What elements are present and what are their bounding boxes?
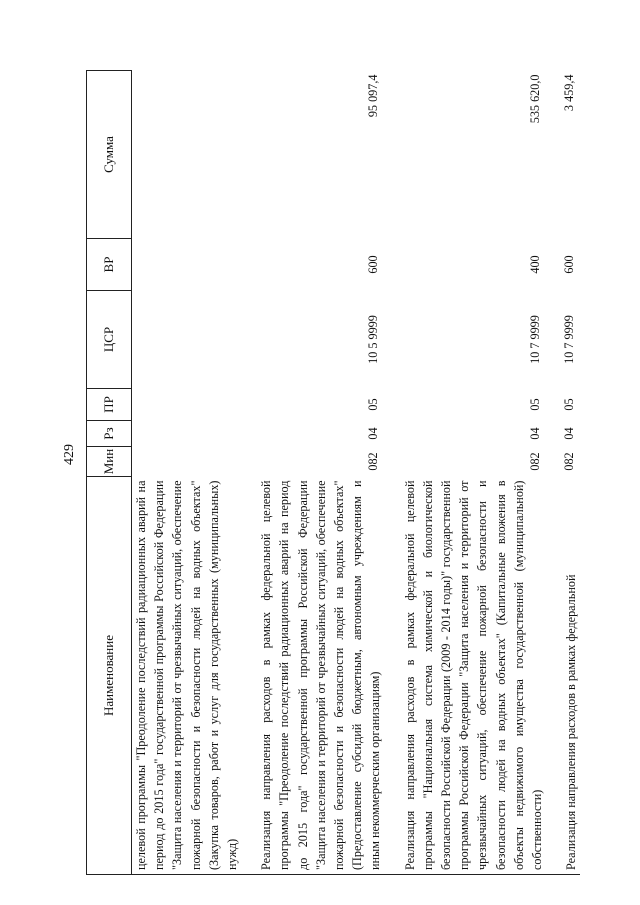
row-vr: 400: [528, 255, 543, 274]
header-rz: Рз: [87, 421, 132, 447]
row-pr: 05: [562, 398, 577, 411]
row-min: 082: [366, 452, 381, 471]
row-sum: 535 620,0: [528, 74, 543, 124]
row-name: Реализация направления расходов в рамках федеральной: [546, 477, 580, 875]
header-sum: Сумма: [87, 71, 132, 239]
row-rz: 04: [562, 427, 577, 440]
header-min: Мин: [87, 447, 132, 477]
row-csr: [132, 291, 242, 389]
row-rz: 04: [528, 427, 543, 440]
row-pr: 05: [366, 398, 381, 411]
row-vr: 600: [366, 255, 381, 274]
row-min: [132, 447, 242, 477]
page-number: 429: [62, 444, 77, 465]
row-name: Реализация направления расходов в рамках федеральной целевой программы "Национальная система химической и биологической безопасности Российской Федерации (2009 - 2014 годы)" государственной программы Российской Федерации "Защита населения и территорий от чрезвычайных ситуаций, обеспечение пожарной безопасности и безопасности людей на водных объектах" (Капитальные вложения в объекты недвижимого имущества государственной (муниципальной) собственности): [385, 477, 547, 875]
header-name: Наименование: [87, 477, 132, 875]
table-row: [546, 71, 580, 875]
budget-table: [86, 70, 580, 875]
row-rz: 04: [366, 427, 381, 440]
row-min: 082: [562, 452, 577, 471]
row-sum: [132, 71, 242, 239]
row-name: Реализация направления расходов в рамках федеральной целевой программы "Преодоление последствий радиационных аварий на период до 2015 года" государственной программы Российской Федерации "Защита населения и территорий от чрезвычайных ситуаций, обеспечение пожарной безопасности и безопасности людей на водных объектах" (Предоставление субсидий бюджетным, автономным учреждениям и иным некоммерческим организациям): [241, 477, 384, 875]
row-vr: [132, 239, 242, 291]
row-name: целевой программы "Преодоление последствий радиационных аварий на период до 2015 года" государственной программы Российской Федерации "Защита населения и территорий от чрезвычайных ситуаций, обеспечение пожарной безопасности и безопасности людей на водных объектах" (Закупка товаров, работ и услуг для государственных (муниципальных) нужд): [132, 477, 242, 875]
header-vr: ВР: [87, 239, 132, 291]
row-min: 082: [528, 452, 543, 471]
row-csr: 10 7 9999: [528, 315, 543, 364]
table-row: [241, 71, 384, 875]
table-row: [132, 71, 242, 875]
header-csr: ЦСР: [87, 291, 132, 389]
row-pr: [132, 389, 242, 421]
table-header-row: [87, 71, 132, 875]
row-vr: 600: [562, 255, 577, 274]
row-sum: 3 459,4: [562, 74, 577, 112]
row-csr: 10 5 9999: [366, 315, 381, 364]
row-csr: 10 7 9999: [562, 315, 577, 364]
table-row: [385, 71, 547, 875]
row-rz: [132, 421, 242, 447]
row-pr: 05: [528, 398, 543, 411]
row-sum: 95 097,4: [366, 74, 381, 118]
header-pr: ПР: [87, 389, 132, 421]
